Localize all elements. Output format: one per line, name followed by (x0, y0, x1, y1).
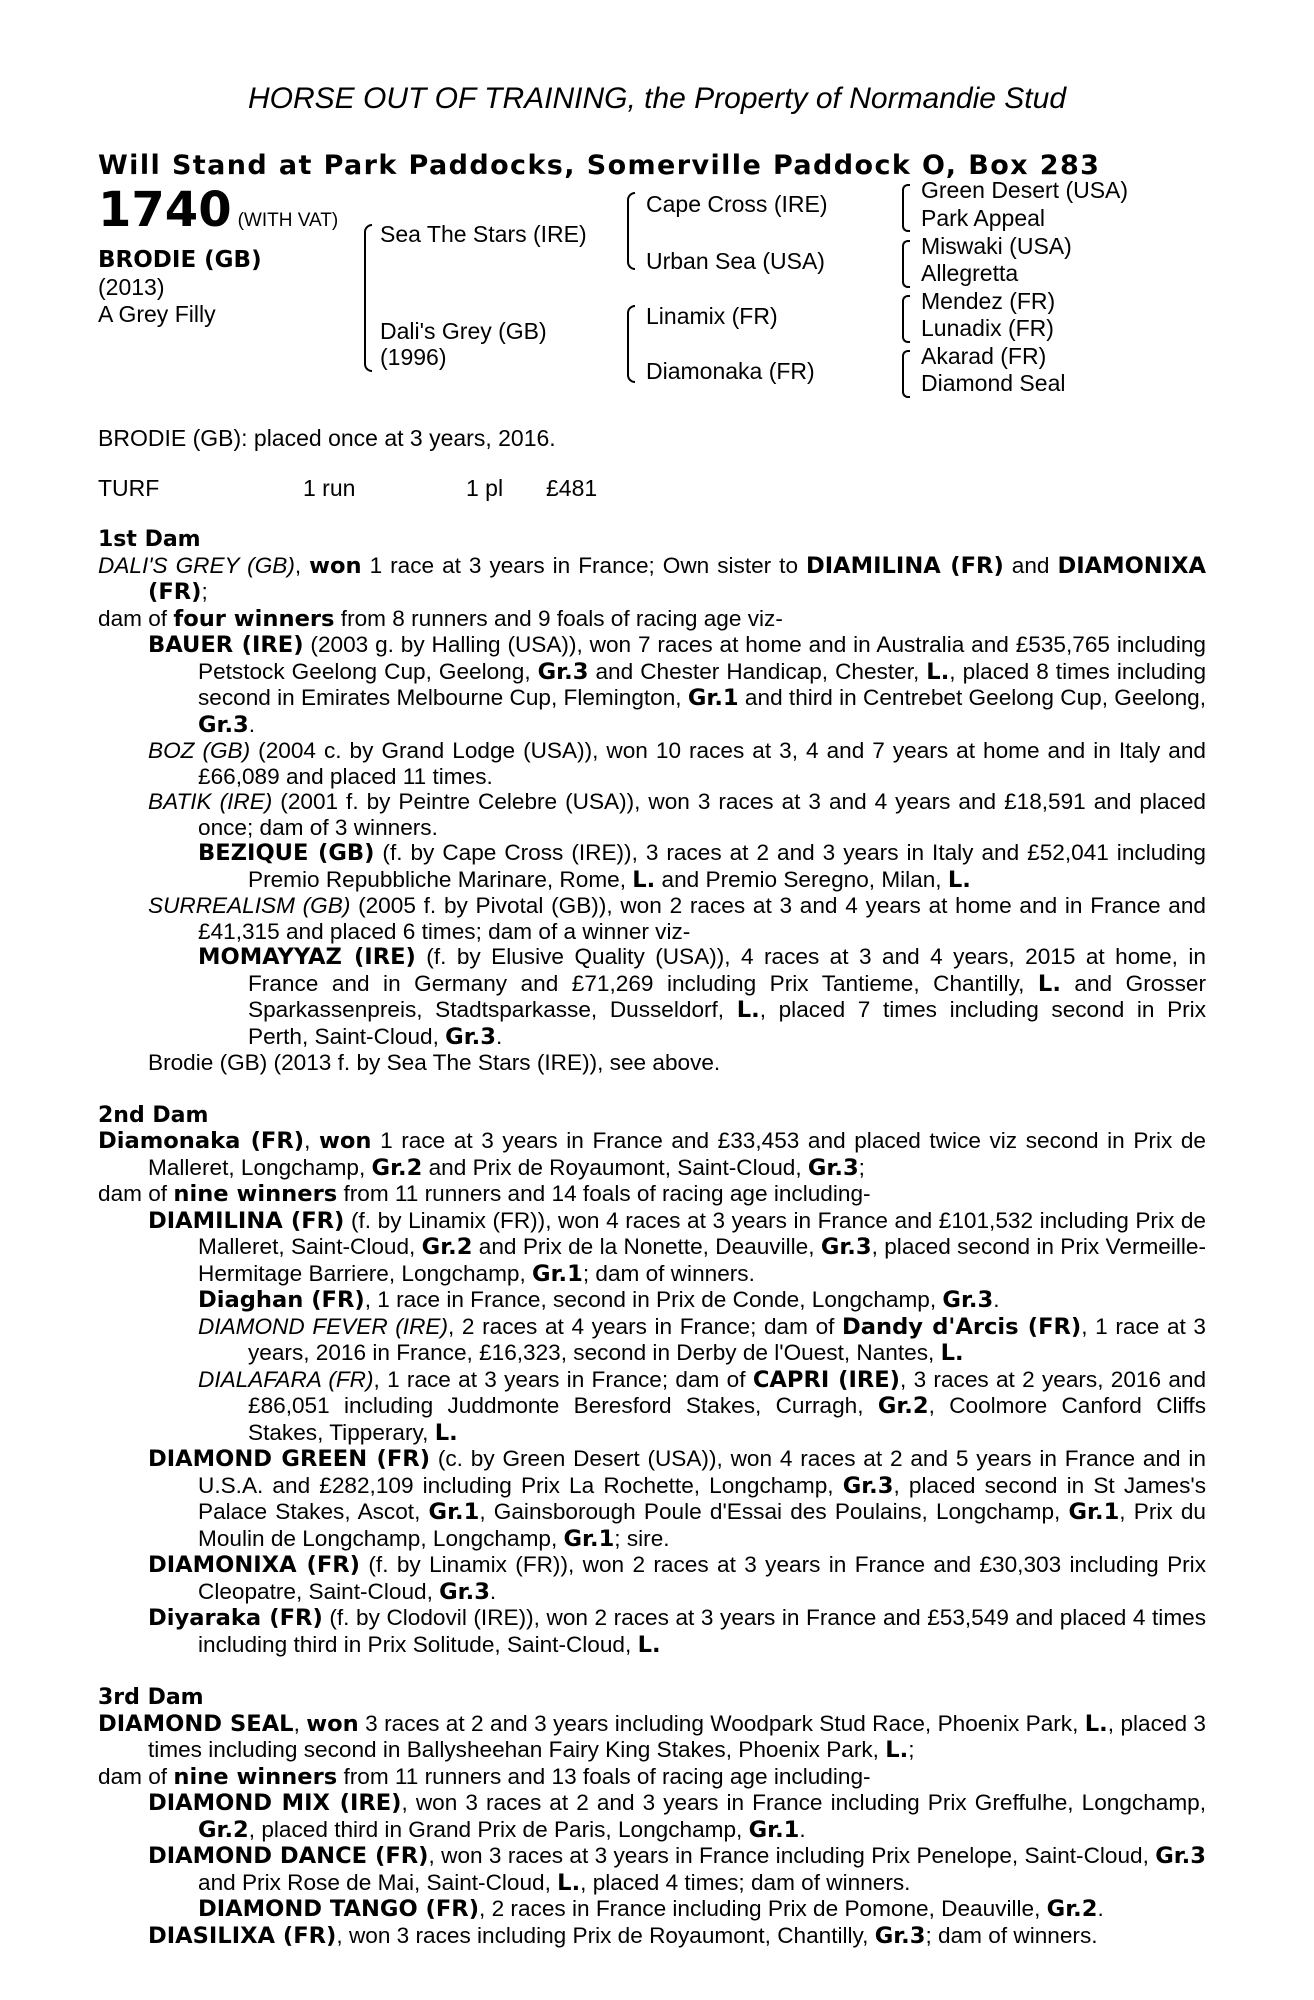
produce-entry: DIAMOND GREEN (FR) (c. by Green Desert (USA)), won 4 races at 2 and 5 years in France and in U.S.A. and £282,109 including Prix La Rochette, Longchamp, Gr.3, placed second in St James's Palace Stakes, Ascot, Gr.1, Gainsborough Poule d'Essai des Poulains, Longchamp, Gr.1, Prix du Moulin de Longchamp, Longchamp, Gr.1; sire. (148, 1446, 1207, 1552)
pedigree-dam-sire: Linamix (FR) (646, 303, 778, 329)
produce-entry: BEZIQUE (GB) (f. by Cape Cross (IRE)), 3 races at 2 and 3 years in Italy and £52,041 including Premio Repubbliche Marinare, Rome, L. and Premio Seregno, Milan, L. (198, 840, 1206, 893)
page-title: HORSE OUT OF TRAINING, the Property of Normandie Stud (247, 82, 1067, 115)
record-earnings: £481 (546, 475, 598, 501)
produce-entry: BOZ (GB) (2004 c. by Grand Lodge (USA)), won 10 races at 3, 4 and 7 years at home and in Italy and £66,089 and placed 11 times. (148, 738, 1206, 789)
catalogue-body (98, 527, 1206, 1949)
record-surface: TURF (98, 475, 160, 501)
second-dam-produce-summary: dam of nine winners from 11 runners and 14 foals of racing age including- (98, 1181, 871, 1207)
produce-entry: SURREALISM (GB) (2005 f. by Pivotal (GB)), won 2 races at 3 and 4 years at home and in France and £41,315 and placed 6 times; dam of a winner viz- (148, 893, 1206, 944)
second-dam-heading: 2nd Dam (98, 1102, 209, 1128)
horse-name: BRODIE (GB) (98, 247, 262, 273)
record-runs: 1 run (303, 475, 356, 501)
produce-entry: Brodie (GB) (2013 f. by Sea The Stars (IRE)), see above. (148, 1050, 721, 1075)
first-dam-paragraph: DALI'S GREY (GB), won 1 race at 3 years in France; Own sister to DIAMILINA (FR) and DIAMONIXA (FR); (98, 552, 1207, 605)
produce-entry: BATIK (IRE) (2001 f. by Peintre Celebre (USA)), won 3 races at 3 and 4 years and £18,591 and placed once; dam of 3 winners. (148, 789, 1206, 840)
pedigree-bracket-dam (627, 305, 635, 383)
horse-year: (2013) (98, 274, 165, 300)
horse-description: A Grey Filly (98, 301, 216, 327)
pedigree-g4: Allegretta (921, 260, 1019, 286)
third-dam-produce-summary: dam of nine winners from 11 runners and 13 foals of racing age including- (98, 1763, 871, 1790)
produce-entry: DIAMOND TANGO (FR), 2 races in France including Prix de Pomone, Deauville, Gr.2. (198, 1896, 1104, 1922)
summary-line: BRODIE (GB): placed once at 3 years, 2016. (98, 425, 556, 451)
produce-entry: Diyaraka (FR) (f. by Clodovil (IRE)), won 2 races at 3 years in France and £53,549 and placed 4 times including third in Prix Solitude, Saint-Cloud, L. (148, 1605, 1207, 1658)
produce-entry: BAUER (IRE) (2003 g. by Halling (USA)), won 7 races at home and in Australia and £535,765 including Petstock Geelong Cup, Geelong, Gr.3 and Chester Handicap, Chester, L., placed 8 times including second in Emirates Melbourne Cup, Flemington, Gr.1 and third in Centrebet Geelong Cup, Geelong, Gr.3. (148, 632, 1207, 738)
pedigree-dam-year: (1996) (380, 344, 447, 370)
lot-number-value: 1740 (98, 182, 232, 238)
pedigree-g7: Akarad (FR) (921, 343, 1047, 369)
vat-note: (WITH VAT) (237, 210, 339, 231)
pedigree-dam: Dali's Grey (GB) (380, 318, 547, 344)
pedigree-bracket-sire (627, 192, 635, 270)
produce-entry: DIAMOND DANCE (FR), won 3 races at 3 years in France including Prix Penelope, Saint-Cloud, Gr.3 and Prix Rose de Mai, Saint-Cloud, L., placed 4 times; dam of winners. (148, 1843, 1206, 1896)
produce-entry: DIAMONIXA (FR) (f. by Linamix (FR)), won 2 races at 3 years in France and £30,303 including Prix Cleopatre, Saint-Cloud, Gr.3. (148, 1552, 1206, 1605)
produce-entry: MOMAYYAZ (IRE) (f. by Elusive Quality (USA)), 4 races at 3 and 4 years, 2015 at home, in France and in Germany and £71,269 including Prix Tantieme, Chantilly, L. and Grosser Sparkassenpreis, Stadtsparkasse, Dusseldorf, L., placed 7 times including second in Prix Perth, Saint-Cloud, Gr.3. (198, 944, 1206, 1050)
second-dam-paragraph: Diamonaka (FR), won 1 race at 3 years in France and £33,453 and placed twice viz second in Prix de Malleret, Longchamp, Gr.2 and Prix de Royaumont, Saint-Cloud, Gr.3; (98, 1128, 1206, 1181)
record-placed: 1 pl (466, 475, 504, 501)
first-dam-heading: 1st Dam (98, 527, 201, 552)
pedigree-sire-dam: Urban Sea (USA) (646, 248, 825, 274)
pedigree-g8: Diamond Seal (921, 370, 1066, 396)
pedigree-bracket-g56 (902, 295, 910, 343)
produce-entry: DIAMOND FEVER (IRE), 2 races at 4 years in France; dam of Dandy d'Arcis (FR), 1 race at 3 years, 2016 in France, £16,323, second in Derby de l'Ouest, Nantes, L. (198, 1313, 1206, 1366)
pedigree-bracket-main (364, 224, 372, 372)
produce-entry: DIASILIXA (FR), won 3 races including Prix de Royaumont, Chantilly, Gr.3; dam of winners. (148, 1922, 1098, 1949)
lot-number (98, 182, 338, 238)
third-dam-paragraph: DIAMOND SEAL, won 3 races at 2 and 3 years including Woodpark Stud Race, Phoenix Park, L., placed 3 times including second in Ballysheehan Fairy King Stakes, Phoenix Park, L.; (98, 1710, 1206, 1763)
produce-entry: DIAMILINA (FR) (f. by Linamix (FR)), won 4 races at 3 years in France and £101,532 including Prix de Malleret, Saint-Cloud, Gr.2 and Prix de la Nonette, Deauville, Gr.3, placed second in Prix Vermeille-Hermitage Barriere, Longchamp, Gr.1; dam of winners. (148, 1207, 1206, 1287)
pedigree-sire: Sea The Stars (IRE) (380, 221, 587, 247)
pedigree-g2: Park Appeal (921, 205, 1046, 231)
produce-entry: Diaghan (FR), 1 race in France, second in Prix de Conde, Longchamp, Gr.3. (198, 1287, 1000, 1313)
produce-entry: DIAMOND MIX (IRE), won 3 races at 2 and 3 years in France including Prix Greffulhe, Longchamp, Gr.2, placed third in Grand Prix de Paris, Longchamp, Gr.1. (148, 1790, 1207, 1843)
pedigree-g1: Green Desert (USA) (921, 177, 1129, 203)
pedigree-g3: Miswaki (USA) (921, 233, 1072, 259)
third-dam-heading: 3rd Dam (98, 1685, 204, 1710)
pedigree-bracket-g78 (902, 350, 910, 398)
pedigree-g5: Mendez (FR) (921, 288, 1056, 314)
pedigree-bracket-g34 (902, 240, 910, 288)
pedigree-dam-dam: Diamonaka (FR) (646, 358, 815, 384)
location-line: Will Stand at Park Paddocks, Somerville Paddock O, Box 283 (98, 150, 1101, 181)
pedigree-bracket-g12 (902, 184, 910, 232)
produce-entry: DIALAFARA (FR), 1 race at 3 years in France; dam of CAPRI (IRE), 3 races at 2 years, 2016 and £86,051 including Juddmonte Beresford Stakes, Curragh, Gr.2, Coolmore Canford Cliffs Stakes, Tipperary, L. (198, 1366, 1207, 1446)
pedigree-g6: Lunadix (FR) (921, 315, 1054, 341)
pedigree-sire-sire: Cape Cross (IRE) (646, 191, 828, 217)
first-dam-produce-summary: dam of four winners from 8 runners and 9 foals of racing age viz- (98, 605, 783, 632)
